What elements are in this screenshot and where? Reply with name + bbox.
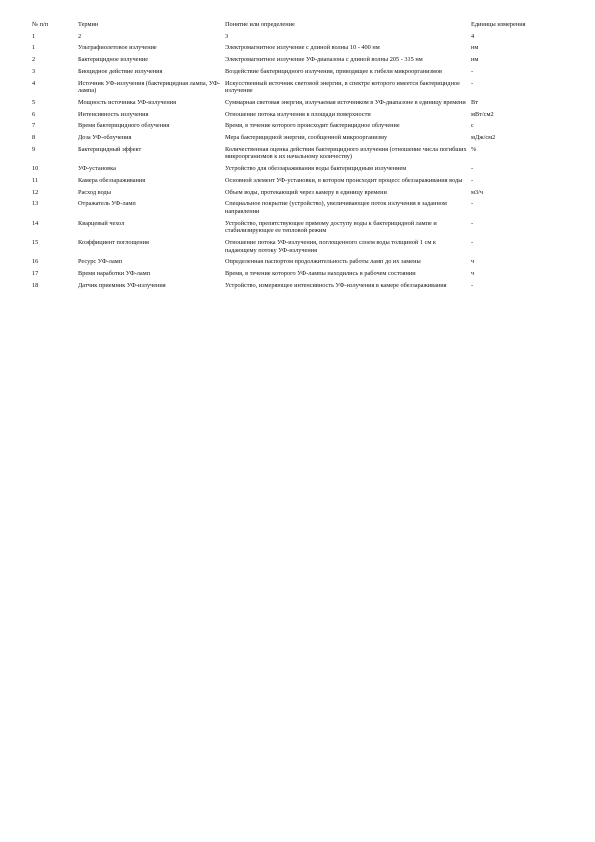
row-definition: Мера бактерицидной энергии, сообщенной микроорганизму xyxy=(225,134,388,142)
row-term: Доза УФ-облучения xyxy=(78,134,132,142)
header-num: № п/п xyxy=(32,21,49,28)
row-term: Коэффициент поглощения xyxy=(78,239,149,247)
row-term: Мощность источника УФ-излучения xyxy=(78,98,176,106)
column-number-row xyxy=(32,33,562,45)
row-term: Датчик приемник УФ-излучения xyxy=(78,281,166,289)
table-row xyxy=(32,258,562,270)
row-definition: Специальное покрытие (устройство), увеличивающее поток излучения в заданном направлении xyxy=(225,200,447,215)
row-definition: Отношение потока УФ-излучения, поглощенного слоем воды толщиной 1 см к падающему потоку УФ-излучения xyxy=(225,239,436,254)
row-definition: Искусственный источник световой энергии, в спектре которого имеется бактерицидное излучение xyxy=(225,79,460,95)
row-number: 7 xyxy=(32,122,36,130)
header-definition: Понятие или определение xyxy=(225,21,295,28)
row-unit: ч xyxy=(471,258,475,266)
table-row xyxy=(32,177,562,189)
row-unit: - xyxy=(471,281,474,289)
row-unit: нм xyxy=(471,44,479,52)
row-term: Источник УФ-излучения (бактерицидная лампа, УФ-лампа) xyxy=(78,79,220,95)
row-unit: мДж/см2 xyxy=(471,134,496,142)
row-unit: - xyxy=(471,219,474,227)
table-row xyxy=(32,122,562,134)
row-term: Время бактерицидного облучения xyxy=(78,122,170,130)
row-term: Камера обеззараживания xyxy=(78,176,146,184)
row-definition: Воздействие бактерицидного излучения, приводящее к гибели микроорганизмов xyxy=(225,67,443,75)
terms-table xyxy=(32,21,562,294)
column-number: 4 xyxy=(471,32,475,40)
table-row xyxy=(32,270,562,282)
table-row xyxy=(32,146,562,165)
row-definition: Время, в течение которого УФ-лампы находились в рабочем состоянии xyxy=(225,270,416,278)
row-number: 6 xyxy=(32,110,36,118)
row-term: Расход воды xyxy=(78,188,111,196)
row-unit: Вт xyxy=(471,98,478,106)
row-definition: Электромагнитное излучение с длиной волны 10 - 400 нм xyxy=(225,44,380,52)
row-number: 11 xyxy=(32,176,39,184)
row-number: 18 xyxy=(32,281,39,289)
table-row xyxy=(32,282,562,294)
row-term: Интенсивность излучения xyxy=(78,110,149,118)
row-number: 16 xyxy=(32,258,39,266)
table-row xyxy=(32,239,562,258)
row-term: Бактерицидный эффект xyxy=(78,145,142,153)
row-number: 9 xyxy=(32,145,36,153)
row-term: Бактерицидное излучение xyxy=(78,56,149,64)
row-unit: - xyxy=(471,176,474,184)
row-unit: мВт/см2 xyxy=(471,110,494,118)
row-term: Ресурс УФ-ламп xyxy=(78,258,123,266)
row-unit: - xyxy=(471,239,474,247)
row-number: 3 xyxy=(32,67,36,75)
row-number: 1 xyxy=(32,44,36,52)
table-header-row xyxy=(32,21,562,33)
table-row xyxy=(32,111,562,123)
row-number: 15 xyxy=(32,239,39,247)
table-row xyxy=(32,189,562,201)
row-number: 17 xyxy=(32,270,39,278)
row-unit: м3/ч xyxy=(471,188,484,196)
row-unit: - xyxy=(471,67,474,75)
row-term: Ультрафиолетовое излучение xyxy=(78,44,157,52)
row-number: 8 xyxy=(32,134,36,142)
row-unit: с xyxy=(471,122,474,130)
row-definition: Отношение потока излучения к площади поверхности xyxy=(225,110,371,118)
row-definition: Объем воды, протекающий через камеру в единицу времени xyxy=(225,188,387,196)
row-number: 14 xyxy=(32,219,39,227)
table-row xyxy=(32,165,562,177)
row-definition: Суммарная световая энергия, излучаемая источником в УФ-диапазоне в единицу времени xyxy=(225,98,466,106)
row-unit: % xyxy=(471,145,477,153)
row-definition: Электромагнитное излучение УФ-диапазона с длиной волны 205 - 315 нм xyxy=(225,56,423,64)
row-number: 10 xyxy=(32,165,39,173)
row-definition: Количественная оценка действия бактерицидного излучения (отношение числа погибших микроорганизмов к их начальному количеству) xyxy=(225,145,467,161)
row-number: 13 xyxy=(32,200,39,208)
row-unit: - xyxy=(471,200,474,208)
row-definition: Устройство, препятствующее прямому доступу воды к бактерицидной лампе и стабилизирующее ее тепловой режим xyxy=(225,219,437,235)
row-definition: Определенная паспортом продолжительность работы ламп до их замены xyxy=(225,258,421,266)
row-number: 12 xyxy=(32,188,39,196)
table-row xyxy=(32,56,562,68)
row-unit: нм xyxy=(471,56,479,64)
row-unit: ч xyxy=(471,270,475,278)
table-row xyxy=(32,99,562,111)
row-definition: Устройство, измеряющее интенсивность УФ-излучения в камере обеззараживания xyxy=(225,281,447,289)
column-number: 3 xyxy=(225,32,229,40)
column-number: 2 xyxy=(78,32,82,40)
row-term: Биоцидное действие излучения xyxy=(78,67,163,75)
row-term: УФ-установка xyxy=(78,165,116,173)
row-number: 4 xyxy=(32,79,36,87)
row-definition: Время, в течение которого происходит бактерицидное облучение xyxy=(225,122,400,130)
row-term: Отражатель УФ-ламп xyxy=(78,200,136,208)
header-term: Термин xyxy=(78,21,99,28)
row-definition: Устройство для обеззараживания воды бактерицидным излучением xyxy=(225,165,407,173)
row-term: Время наработки УФ-ламп xyxy=(78,270,151,278)
row-unit: - xyxy=(471,165,474,173)
column-number: 1 xyxy=(32,32,36,40)
table-row xyxy=(32,68,562,80)
table-row xyxy=(32,200,562,219)
table-row xyxy=(32,80,562,99)
row-number: 2 xyxy=(32,56,36,64)
row-definition: Основной элемент УФ-установки, в котором происходит процесс обеззараживания воды xyxy=(225,176,463,184)
table-row xyxy=(32,44,562,56)
table-row xyxy=(32,220,562,239)
table-row xyxy=(32,134,562,146)
row-unit: - xyxy=(471,79,474,87)
row-term: Кварцевый чехол xyxy=(78,219,125,227)
row-number: 5 xyxy=(32,98,36,106)
header-unit: Единицы измерения xyxy=(471,21,526,28)
